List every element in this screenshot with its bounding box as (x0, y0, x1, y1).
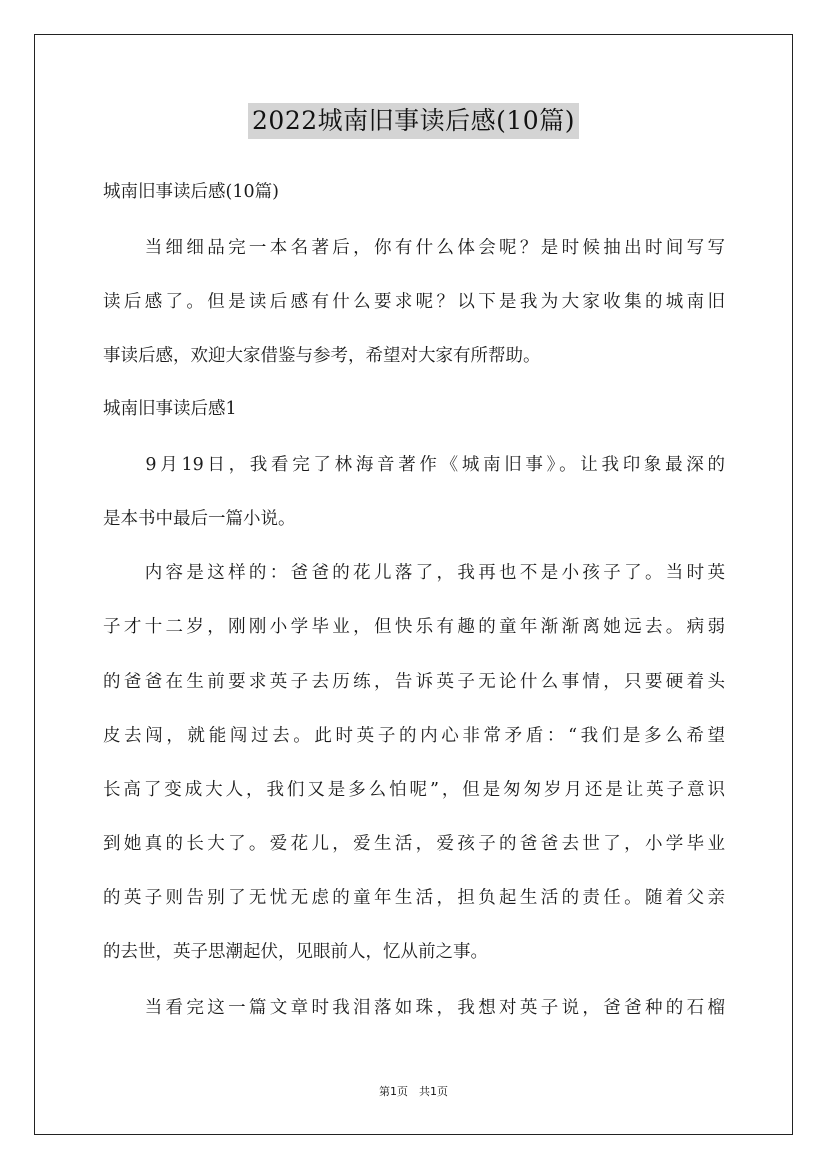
paragraph-line: 的爸爸在生前要求英子去历练，告诉英子无论什么事情，只要硬着头 (103, 672, 725, 692)
paragraph-line: 皮去闯，就能闯过去。此时英子的内心非常矛盾：“我们是多么希望 (103, 726, 725, 746)
paragraph-line: 的英子则告别了无忧无虑的童年生活，担负起生活的责任。随着父亲 (103, 888, 725, 908)
paragraph-line: 9月19日，我看完了林海音著作《城南旧事》。让我印象最深的 (103, 455, 725, 475)
intro-line: 事读后感，欢迎大家借鉴与参考，希望对大家有所帮助。 (103, 346, 541, 366)
paragraph-line: 当看完这一篇文章时我泪落如珠，我想对英子说，爸爸种的石榴 (103, 998, 725, 1018)
paragraph-line: 是本书中最后一篇小说。 (103, 509, 296, 529)
section-heading: 城南旧事读后感1 (103, 399, 237, 419)
intro-line: 当细细品完一本名著后，你有什么体会呢？是时候抽出时间写写 (103, 238, 725, 258)
intro-line: 读后感了。但是读后感有什么要求呢？以下是我为大家收集的城南旧 (103, 292, 725, 312)
paragraph-line: 内容是这样的：爸爸的花儿落了，我再也不是小孩子了。当时英 (103, 563, 725, 583)
title-container (0, 103, 827, 139)
paragraph-line: 到她真的长大了。爱花儿，爱生活，爱孩子的爸爸去世了，小学毕业 (103, 834, 725, 854)
paragraph-line: 子才十二岁，刚刚小学毕业，但快乐有趣的童年渐渐离她远去。病弱 (103, 617, 725, 637)
paragraph-line: 的去世，英子思潮起伏，见眼前人，忆从前之事。 (103, 942, 488, 962)
paragraph-line: 长高了变成大人，我们又是多么怕呢”，但是匆匆岁月还是让英子意识 (103, 780, 725, 800)
document-subtitle: 城南旧事读后感(10篇) (103, 182, 279, 202)
document-title: 2022城南旧事读后感(10篇) (248, 103, 579, 139)
page-footer: 第1页 共1页 (379, 1085, 448, 1098)
